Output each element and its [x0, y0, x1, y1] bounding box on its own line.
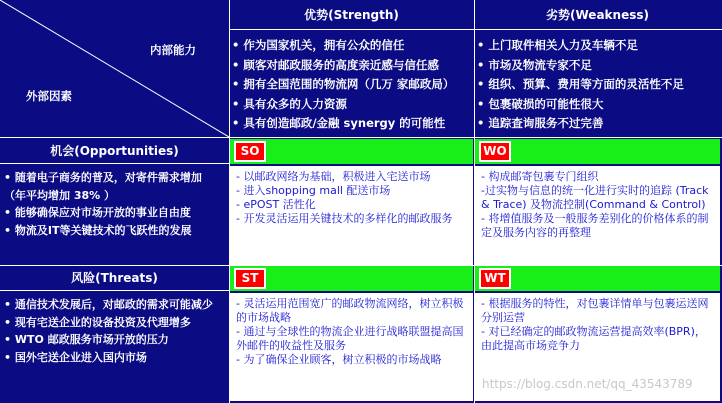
strength-title: 优势(Strength) — [304, 8, 399, 22]
opportunity-item: • 物流及IT等关键技术的飞跃性的发展 — [4, 222, 225, 240]
threat-item: • 通信技术发展后，对邮政的需求可能减少 — [4, 296, 225, 314]
divider — [229, 0, 230, 403]
corner-cell — [0, 0, 229, 137]
st-item: - 灵活运用范围宽广的邮政物流网络，树立积极的市场战略 — [236, 297, 464, 324]
external-factor-label: 外部因素 — [26, 89, 72, 103]
weakness-item: • 包裹破损的可能性很大 — [477, 95, 721, 115]
threat-item: • WTO 邮政服务市场开放的压力 — [4, 331, 225, 349]
weakness-item: • 上门取件相关人力及车辆不足 — [477, 36, 721, 56]
weakness-item: • 市场及物流专家不足 — [477, 56, 721, 76]
opportunity-item: • 能够确保应对市场开放的事业自由度 — [4, 204, 225, 222]
divider — [0, 163, 229, 164]
wo-tag: WO — [479, 141, 511, 162]
strength-item: • 具有创造邮政/金融 synergy 的可能性 — [232, 114, 474, 134]
opportunities-list — [0, 166, 229, 264]
opportunities-header — [0, 140, 229, 162]
wt-header-bar — [475, 266, 720, 291]
weakness-header — [475, 6, 720, 26]
st-content — [230, 293, 473, 401]
so-item: - 进入shopping mall 配送市场 — [236, 184, 391, 197]
strength-item: • 作为国家机关，拥有公众的信任 — [232, 36, 474, 56]
wo-item: -过实物与信息的统一化进行实时的追踪 (Track & Trace) 及物流控制(Command & Control) — [481, 184, 709, 211]
strength-header — [230, 6, 473, 26]
wt-item: - 根据服务的特性，对包裹详情单与包裹运送网分别运营 — [481, 297, 709, 324]
so-content — [230, 166, 473, 265]
strength-item: • 顾客对邮政服务的高度亲近感与信任感 — [232, 56, 474, 76]
st-tag: ST — [234, 268, 266, 289]
wt-item: - 对已经确定的邮政物流运营提高效率(BPR)，由此提高市场竞争力 — [481, 325, 706, 352]
so-item: - 开发灵活运用关键技术的多样化的邮政服务 — [236, 212, 453, 225]
opportunity-item: • 随着电子商务的普及，对寄件需求增加 （年平均增加 38% ） — [4, 169, 225, 204]
divider — [0, 290, 229, 291]
divider — [0, 265, 722, 266]
threats-list — [0, 293, 229, 401]
strength-item: • 具有众多的人力资源 — [232, 95, 474, 115]
so-header-bar — [230, 139, 473, 164]
divider — [0, 137, 722, 138]
so-item: - ePOST 活性化 — [236, 198, 316, 211]
strength-list — [232, 36, 474, 136]
wo-header-bar — [475, 139, 720, 164]
divider — [474, 0, 475, 403]
opportunities-title: 机会(Opportunities) — [50, 144, 179, 158]
weakness-title: 劣势(Weakness) — [546, 8, 649, 22]
threats-title: 风险(Threats) — [71, 271, 158, 285]
threats-header — [0, 267, 229, 289]
weakness-list — [477, 36, 721, 136]
wo-content — [475, 166, 720, 265]
wo-item: - 构成邮寄包裹专门组织 — [481, 170, 599, 183]
so-item: - 以邮政网络为基础，积极进入宅送市场 — [236, 170, 431, 183]
threat-item: • 现有宅送企业的设备投资及代理增多 — [4, 314, 225, 332]
st-header-bar — [230, 266, 473, 291]
strength-item: • 拥有全国范围的物流网（几万 家邮政局） — [232, 75, 474, 95]
st-item: - 通过与全球性的物流企业进行战略联盟提高国外邮件的收益性及服务 — [236, 325, 464, 352]
diagonal-line — [0, 0, 229, 137]
weakness-item: • 追踪查询服务不过完善 — [477, 114, 721, 134]
wo-item: - 将增值服务及一般服务差别化的价格体系的制定及服务内容的再整理 — [481, 212, 709, 239]
watermark-text: https://blog.csdn.net/qq_43543789 — [482, 377, 693, 391]
st-item: - 为了确保企业顾客，树立积极的市场战略 — [236, 353, 442, 366]
wt-tag: WT — [479, 268, 511, 289]
internal-capability-label: 内部能力 — [150, 43, 196, 57]
weakness-item: • 组织、预算、费用等方面的灵活性不足 — [477, 75, 721, 95]
so-tag: SO — [234, 141, 266, 162]
divider — [230, 29, 722, 30]
threat-item: • 国外宅送企业进入国内市场 — [4, 349, 225, 367]
